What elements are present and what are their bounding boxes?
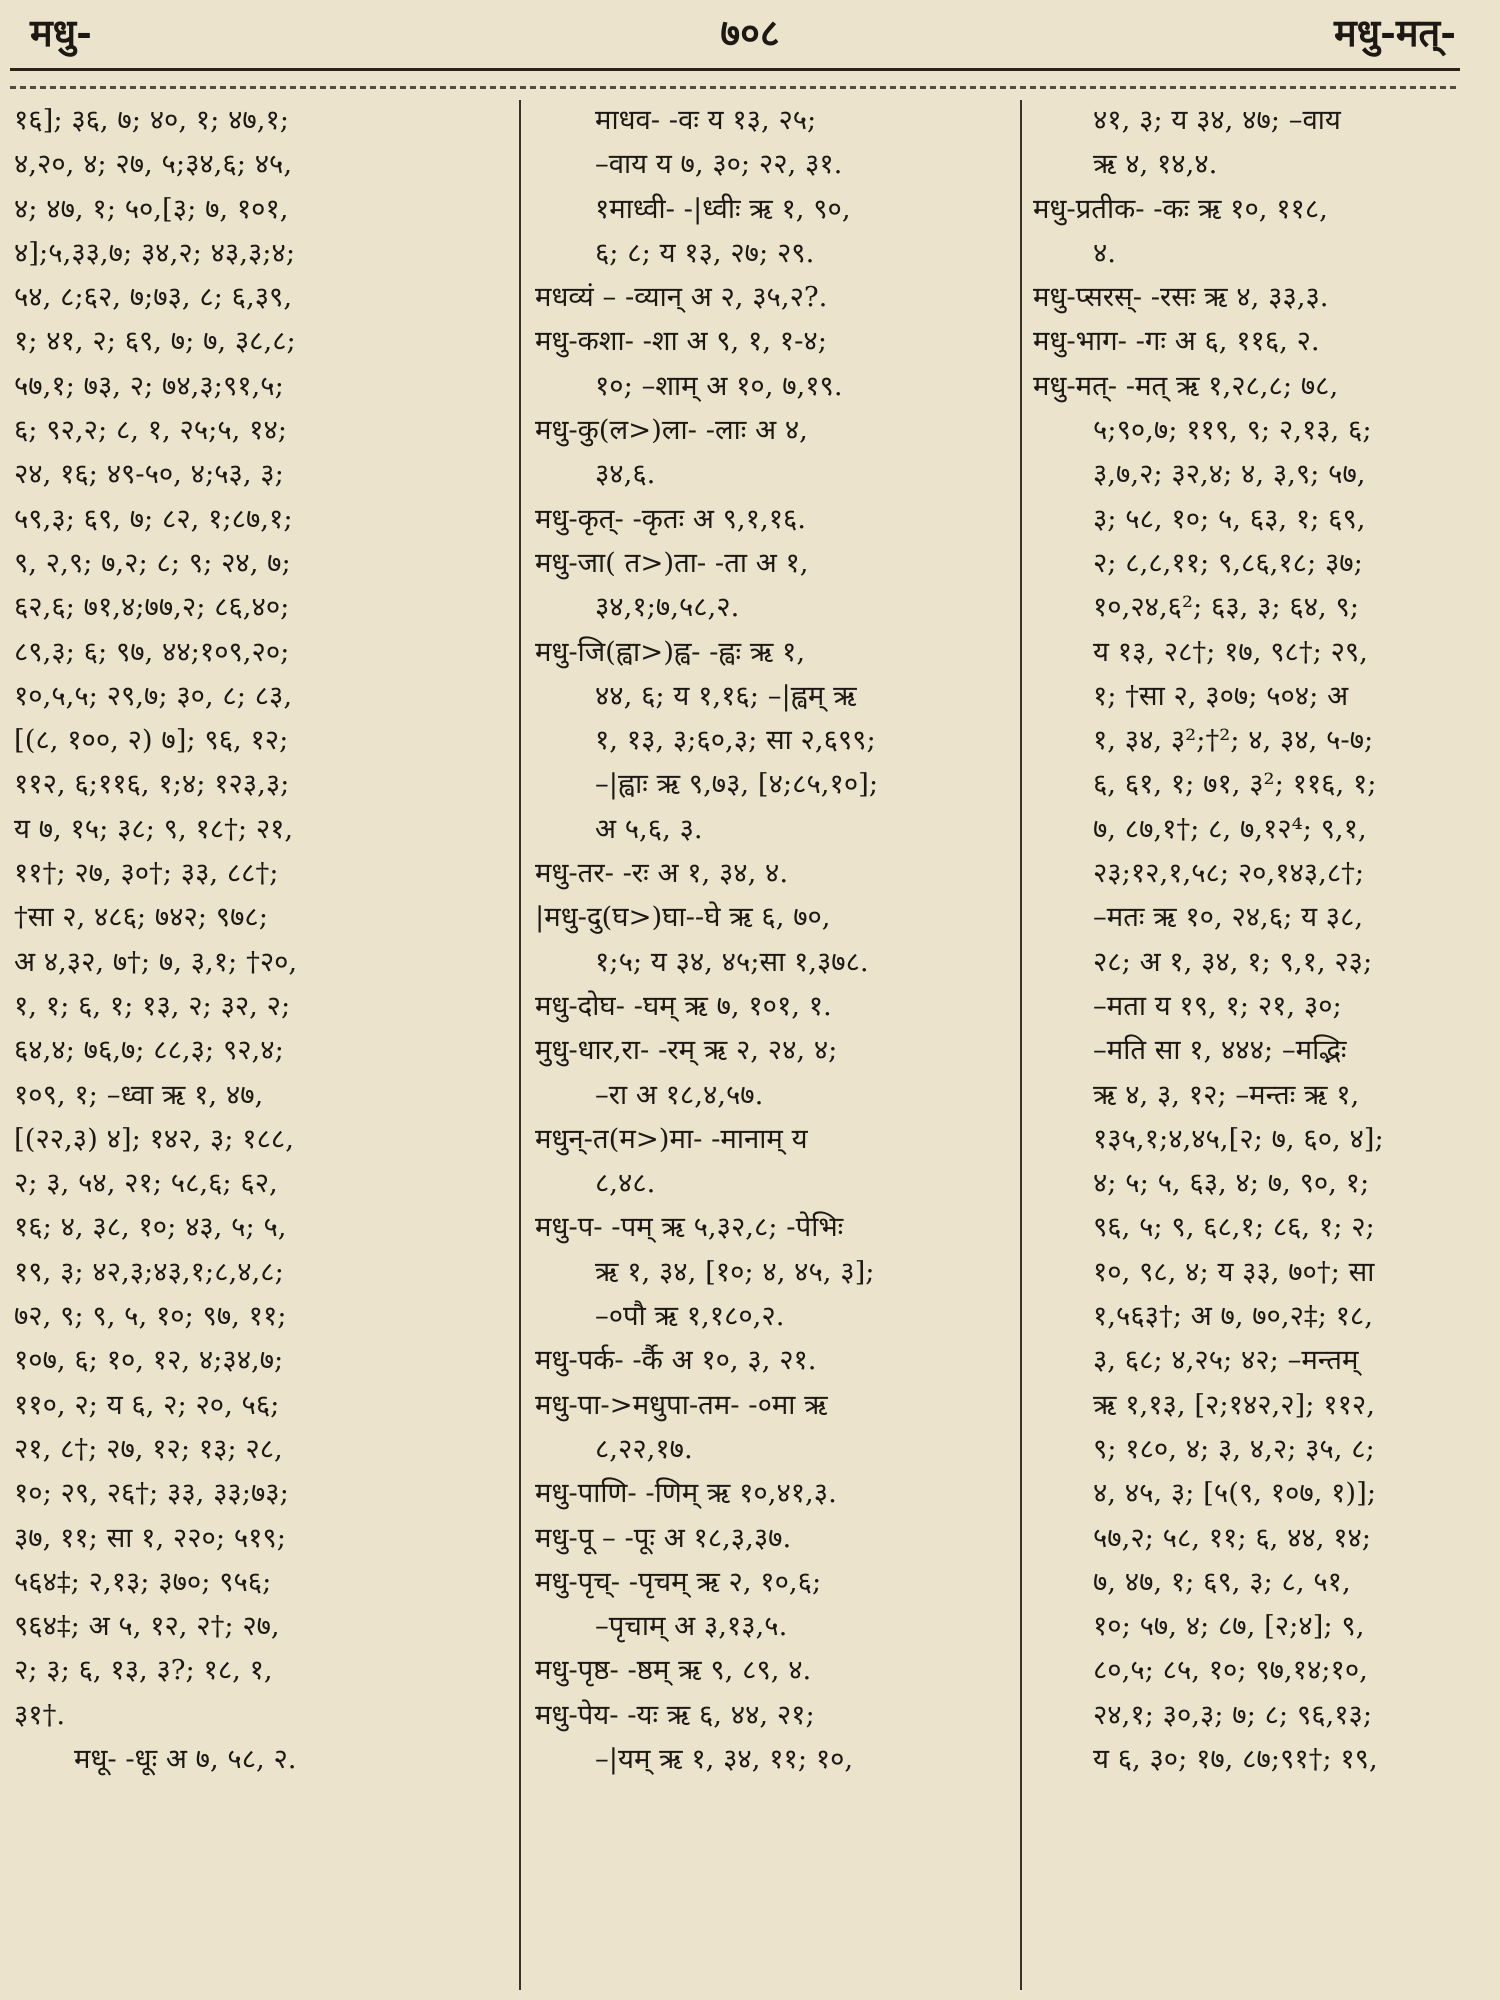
entry-line: –०पौ ऋ १,१८०,२. <box>595 1300 785 1333</box>
entry-line: मधू- -धूः अ ७, ५८, २. <box>74 1742 297 1775</box>
entry-line: १०; ५७, ४; ८७, [२;४]; ९, <box>1093 1610 1365 1643</box>
entry-line: मधु-मत्- -मत् ऋ १,२८,८; ७८, <box>1033 369 1339 402</box>
entry-line: २८; अ १, ३४, १; ९,१, २३; <box>1093 945 1373 978</box>
entry-line: १०७, ६; १०, १२, ४;३४,७; <box>14 1344 284 1377</box>
entry-line: २४,१; ३०,३; ७; ८; ९६,१३; <box>1093 1698 1373 1731</box>
entry-line: –|यम् ऋ १, ३४, ११; १०, <box>595 1742 854 1775</box>
entry-line: ५७,१; ७३, २; ७४,३;९१,५; <box>14 369 284 402</box>
entry-line: मधु-कु(ल>)ला- -लाः अ ४, <box>535 414 808 447</box>
entry-line: –वाय य ७, ३०; २२, ३१. <box>595 148 843 181</box>
page-number: ७०८ <box>720 10 780 55</box>
entry-line: ९; १८०, ४; ३, ४,२; ३५, ८; <box>1093 1432 1375 1465</box>
column-3 <box>1033 98 1488 1990</box>
entry-line: मधु-पेय- -यः ऋ ६, ४४, २१; <box>535 1698 815 1731</box>
entry-line: १६]; ३६, ७; ४०, १; ४७,१; <box>14 104 290 136</box>
entry-line: ९६, ५; ९, ६८,१; ८६, १; २; <box>1093 1211 1375 1244</box>
page-header <box>0 0 1500 92</box>
entry-line: १०,२४,६²; ६३, ३; ६४, ९; <box>1093 591 1360 624</box>
entry-line: –पृचाम् अ ३,१३,५. <box>595 1610 788 1643</box>
entry-line: ८,२२,१७. <box>595 1432 693 1465</box>
entry-line: –मता य १९, १; २१, ३०; <box>1093 989 1342 1022</box>
entry-line: मधु-पू – -पूः अ १८,३,३७. <box>535 1521 792 1554</box>
entry-line: ८,४८. <box>595 1167 656 1200</box>
entry-line: माधव- -वः य १३, २५; <box>595 104 817 136</box>
entry-line: २; ३; ६, १३, ३?; १८, १, <box>14 1654 273 1687</box>
entry-line: ६, ६१, १; ७१, ३²; ११६, १; <box>1093 768 1377 801</box>
entry-line: ३४,१;७,५८,२. <box>595 591 740 624</box>
entry-line: [(८, १००, २) ७]; ९६, १२; <box>14 724 289 757</box>
entry-line: ५;९०,७; ११९, ९; २,१३, ६; <box>1093 414 1372 447</box>
entry-line: ऋ ४, ३, १२; –मन्तः ऋ १, <box>1093 1078 1360 1111</box>
entry-line: १०; –शाम् अ १०, ७,१९. <box>595 369 843 402</box>
entry-line: ५९,३; ६९, ७; ८२, १;८७,१; <box>14 502 293 535</box>
entry-line: ११†; २७, ३०†; ३३, ८८†; <box>14 857 279 890</box>
column-2 <box>535 98 1005 1990</box>
entry-line: ५६४‡; २,१३; ३७०; ९५६; <box>14 1565 272 1598</box>
column-1 <box>14 98 504 1990</box>
entry-line: १३५,१;४,४५,[२; ७, ६०, ४]; <box>1093 1122 1384 1155</box>
entry-line: ९, २,९; ७,२; ८; ९; २४, ७; <box>14 546 291 579</box>
entry-line: ६४,४; ७६,७; ८८,३; ९२,४; <box>14 1034 284 1067</box>
entry-line: मधु-कृत्- -कृतः अ ९,१,१६. <box>535 502 807 535</box>
entry-line: ११२, ६;११६, १;४; १२३,३; <box>14 768 290 801</box>
entry-line: १०,५,५; २९,७; ३०, ८; ८३, <box>14 679 293 712</box>
entry-line: ऋ १, ३४, [१०; ४, ४५, ३]; <box>595 1255 875 1288</box>
entry-line: ४, ४५, ३; [५(९, १०७, १)]; <box>1093 1477 1377 1510</box>
entry-line: १९, ३; ४२,३;४३,१;८,४,८; <box>14 1255 284 1288</box>
entry-line: ४१, ३; य ३४, ४७; –वाय <box>1093 104 1341 136</box>
entry-line: –मति सा १, ४४४; –मद्भिः <box>1093 1034 1347 1067</box>
entry-line: २३;१२,१,५८; २०,१४३,८†; <box>1093 857 1365 890</box>
entry-line: मधु-पृच्- -पृचम् ऋ २, १०,६; <box>535 1565 822 1598</box>
entry-line: अ ४,३२, ७†; ७, ३,१; †२०, <box>14 945 298 978</box>
entry-line: य ६, ३०; १७, ८७;९१†; १९, <box>1093 1742 1378 1775</box>
entry-line: ८०,५; ८५, १०; ९७,१४;१०, <box>1093 1654 1368 1687</box>
entry-line: मधु-जा( त>)ता- -ता अ १, <box>535 546 809 579</box>
entry-line: ४];५,३३,७; ३४,२; ४३,३;४; <box>14 236 296 269</box>
entry-line: ६; ८; य १३, २७; २९. <box>595 236 815 269</box>
entry-line: १०; २९, २६†; ३३, ३३;७३; <box>14 1477 289 1510</box>
column-divider-1 <box>519 100 521 1990</box>
entry-line: ४,२०, ४; २७, ५;३४,६; ४५, <box>14 148 293 181</box>
entry-line: ३,७,२; ३२,४; ४, ३,९; ५७, <box>1093 458 1366 491</box>
entry-line: य १३, २८†; १७, ९८†; २९, <box>1093 635 1368 668</box>
entry-line: २१, ८†; २७, १२; १३; २८, <box>14 1432 283 1465</box>
header-wavy-rule <box>10 86 1460 89</box>
entry-line: ११०, २; य ६, २; २०, ५६; <box>14 1388 280 1421</box>
entry-line: १; †सा २, ३०७; ५०४; अ <box>1093 679 1349 712</box>
entry-line: ऋ १,१३, [२;१४२,२]; ११२, <box>1093 1388 1375 1421</box>
entry-line: ४; ५; ५, ६३, ४; ७, ९०, १; <box>1093 1167 1370 1200</box>
entry-line: मुधु-धार,रा- -रम् ऋ २, २४, ४; <box>535 1034 838 1067</box>
entry-line: ३; ५८, १०; ५, ६३, १; ६९, <box>1093 502 1366 535</box>
entry-line: मधु-पृष्ठ- -ष्ठम् ऋ ९, ८९, ४. <box>535 1654 812 1687</box>
entry-line: ५७,२; ५८, ११; ६, ४४, १४; <box>1093 1521 1372 1554</box>
entry-line: २४, १६; ४९-५०, ४;५३, ३; <box>14 458 284 491</box>
entry-line: ७२, ९; ९, ५, १०; ९७, ११; <box>14 1300 287 1333</box>
entry-line: १, ३४, ३²;†²; ४, ३४, ५-७; <box>1093 724 1374 757</box>
entry-line: [(२२,३) ४]; १४२, ३; १८८, <box>14 1122 294 1155</box>
entry-line: ९६४‡; अ ५, १२, २†; २७, <box>14 1610 280 1643</box>
entry-line: मधु-भाग- -गः अ ६, ११६, २. <box>1033 325 1320 358</box>
entry-line: ऋ ४, १४,४. <box>1093 148 1218 181</box>
entry-line: ३, ६८; ४,२५; ४२; –मन्तम् <box>1093 1344 1359 1377</box>
entry-line: २; ८,८,११; ९,८६,१८; ३७; <box>1093 546 1363 579</box>
entry-line: १, १; ६, १; १३, २; ३२, २; <box>14 989 291 1022</box>
entry-line: १माध्वी- -|ध्वीः ऋ १, ९०, <box>595 192 851 225</box>
column-divider-2 <box>1020 100 1022 1990</box>
entry-line: मधु-प- -पम् ऋ ५,३२,८; -पेभिः <box>535 1211 844 1244</box>
entry-line: –रा अ १८,४,५७. <box>595 1078 764 1111</box>
entry-line: १,५६३†; अ ७, ७०,२‡; १८, <box>1093 1300 1373 1333</box>
entry-line: मधु-पाणि- -णिम् ऋ १०,४१,३. <box>535 1477 837 1510</box>
entry-line: ४. <box>1093 236 1117 269</box>
entry-line: १;५; य ३४, ४५;सा १,३७८. <box>595 945 869 978</box>
entry-line: १०, ९८, ४; य ३३, ७०†; सा <box>1093 1255 1375 1288</box>
entry-line: ३४,६. <box>595 458 656 491</box>
entry-line: मधु-कशा- -शा अ ९, १, १-४; <box>535 325 827 358</box>
entry-line: ५४, ८;६२, ७;७३, ८; ६,३९, <box>14 281 293 314</box>
entry-line: ३७, ११; सा १, २२०; ५१९; <box>14 1521 286 1554</box>
entry-line: मधु-दोघ- -घम् ऋ ७, १०१, १. <box>535 989 832 1022</box>
entry-line: –|ह्वाः ऋ ९,७३, [४;८५,१०]; <box>595 768 879 801</box>
entry-line: मधु-प्रतीक- -कः ऋ १०, ११८, <box>1033 192 1328 225</box>
entry-line: मधु-पा->मधुपा-तम- -०मा ऋ <box>535 1388 828 1421</box>
entry-line: ७, ४७, १; ६९, ३; ८, ५१, <box>1093 1565 1351 1598</box>
entry-line: |मधु-दु(घ>)घा--घे ऋ ६, ७०, <box>535 901 831 934</box>
entry-line: १, १३, ३;६०,३; सा २,६९९; <box>595 724 876 757</box>
entry-line: मधुन्-त(म>)मा- -मानाम् य <box>535 1122 808 1155</box>
header-rule <box>10 68 1460 71</box>
entry-line: ७, ८७,१†; ८, ७,१२⁴; ९,१, <box>1093 812 1367 845</box>
header-left-headword: मधु- <box>30 10 92 55</box>
entry-line: ६२,६; ७१,४;७७,२; ८६,४०; <box>14 591 290 624</box>
entry-line: ८९,३; ६; ९७, ४४;१०९,२०; <box>14 635 290 668</box>
entry-line: मधु-तर- -रः अ १, ३४, ४. <box>535 857 789 890</box>
entry-line: ४; ४७, १; ५०,[३; ७, १०१, <box>14 192 289 225</box>
entry-line: ६; ९२,२; ८, १, २५;५, १४; <box>14 414 288 447</box>
entry-line: अ ५,६, ३. <box>595 812 703 845</box>
entry-line: –मतः ऋ १०, २४,६; य ३८, <box>1093 901 1364 934</box>
entry-line: †सा २, ४८६; ७४२; ९७८; <box>14 901 268 934</box>
entry-line: ४४, ६; य १,१६; –|ह्वम् ऋ <box>595 679 857 712</box>
entry-line: मधव्यं – -व्यान् अ २, ३५,२?. <box>535 281 828 314</box>
entry-line: मधु-पर्क- -र्कै अ १०, ३, २१. <box>535 1344 817 1377</box>
entry-line: १; ४१, २; ६९, ७; ७, ३८,८; <box>14 325 296 358</box>
entry-line: १०९, १; –ध्वा ऋ १, ४७, <box>14 1078 264 1111</box>
entry-line: १६; ४, ३८, १०; ४३, ५; ५, <box>14 1211 287 1244</box>
entry-line: ३१†. <box>14 1698 66 1731</box>
entry-line: य ७, १५; ३८; ९, १८†; २१, <box>14 812 294 845</box>
entry-line: मधु-जि(ह्वा>)ह्व- -ह्वः ऋ १, <box>535 635 806 668</box>
entry-line: मधु-प्सरस्- -रसः ऋ ४, ३३,३. <box>1033 281 1329 314</box>
header-right-headword: मधु-मत्- <box>1333 10 1456 55</box>
entry-line: २; ३, ५४, २१; ५८,६; ६२, <box>14 1167 278 1200</box>
